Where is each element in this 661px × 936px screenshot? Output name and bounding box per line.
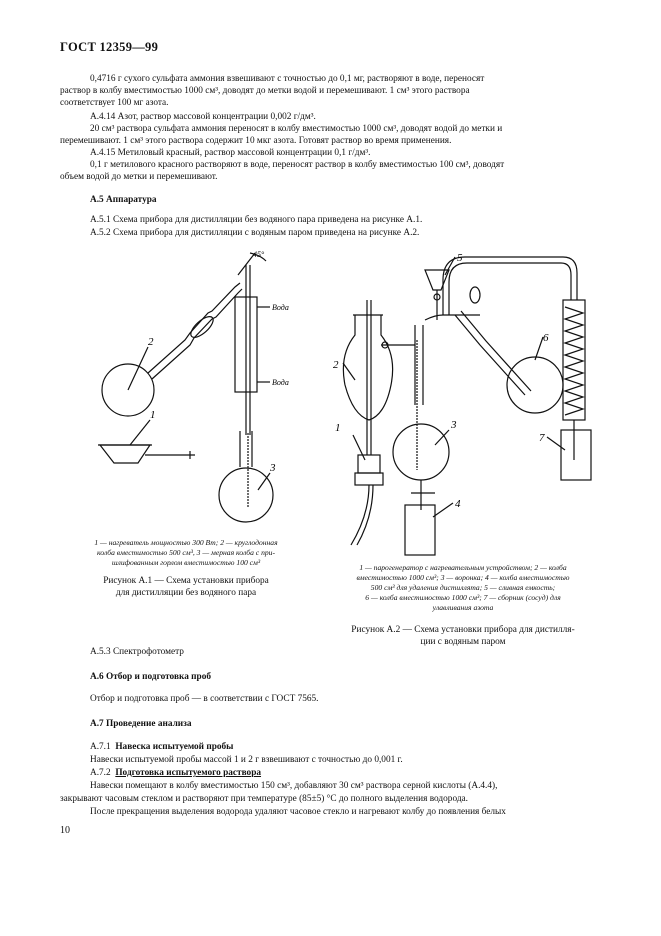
paragraph-line: объем водой до метки и перемешивают. [60,172,218,182]
fig2-label-1: 1 [335,422,341,434]
legend-line: 1 — парогенератор с нагревательным устройством; 2 — колба [359,563,567,572]
fig2-label-6: 6 [543,332,549,344]
fig2-label-4: 4 [455,498,461,510]
paragraph-line: 20 см³ раствора сульфата аммония переносят в колбу вместимостью 1000 см³, доводят водой до метки и [90,124,503,134]
fig2-label-2: 2 [333,359,339,371]
legend-line: 6 — колба вместимостью 1000 см³; 7 — сборник (сосуд) для [365,593,561,602]
legend-line: колба вместимостью 500 см³, 3 — мерная колба с при- [97,548,275,557]
section-heading: А.5 Аппаратура [90,195,157,205]
paragraph-line: А.5.1 Схема прибора для дистилляции без водяного пара приведена на рисунке А.1. [90,215,423,225]
page-header-title: ГОСТ 12359—99 [60,40,159,54]
paragraph-line: перемешивают. 1 см³ этого раствора содержит 10 мкг азота. Готовят раствор во время применения. [60,136,452,146]
legend-line: 1 — нагреватель мощностью 300 Вт; 2 — круглодонная [94,538,278,547]
paragraph-line: соответствует 100 мг азота. [60,98,169,108]
legend-line: улавливания азота [432,603,494,612]
paragraph-line: А.4.15 Метиловый красный, раствор массовой концентрации 0,1 г/дм³. [90,148,371,158]
figure-a2-caption [322,624,604,648]
section-heading: А.6 Отбор и подготовка проб [90,672,212,682]
page-number: 10 [60,825,70,836]
fig1-water-label: Вода [272,378,289,387]
figure-a1-legend [72,538,300,568]
fig1-angle-label: 45° [253,250,265,259]
fig1-label-2: 2 [148,336,154,348]
caption-line: Рисунок А.1 — Схема установки прибора [103,576,269,586]
paragraph-line: А.4.14 Азот, раствор массовой концентрации 0,002 г/дм³. [90,112,316,122]
paragraph-line: раствор в колбу вместимостью 1000 см³, доводят до метки водой и перемешивают. 1 см³ этого раствора [60,86,470,96]
paragraph-line: закрывают часовым стеклом и растворяют при температуре (85±5) °С до полного выделения водорода. [60,794,469,804]
section-heading: А.7 Проведение анализа [90,719,192,729]
subsection-heading [90,767,602,779]
figure-a2-diagram [325,245,615,565]
paragraph-line: Отбор и подготовка проб — в соответствии с ГОСТ 7565. [90,694,319,704]
caption-line: для дистилляции без водяного пара [115,588,257,598]
fig2-label-7: 7 [539,432,545,444]
fig1-label-1: 1 [150,409,156,421]
legend-line: 500 см³ для удаления дистиллята; 5 — сливная емкость; [370,583,556,592]
fig1-label-3: 3 [270,462,276,474]
caption-line: Рисунок А.2 — Схема установки прибора для дистилля- [351,625,575,635]
subsection-title: Навеска испытуемой пробы [115,742,234,752]
subsection-number: А.7.1 [90,742,111,752]
paragraph-line: Навески помещают в колбу вместимостью 150 см³, добавляют 30 см³ раствора серной кислоты (А.4.4), [90,781,498,791]
subsection-number: А.7.2 [90,768,111,778]
caption-line: ции с водяным паром [420,637,506,647]
fig1-water-label: Вода [272,303,289,312]
figure-a2-legend [322,563,604,613]
subsection-heading [90,741,602,753]
subsection-title: Подготовка испытуемого раствора [115,768,262,778]
fig2-label-3: 3 [451,419,457,431]
figure-a1-caption [72,575,300,599]
paragraph-line: А.5.3 Спектрофотометр [90,647,184,657]
legend-line: шлифованным горлом вместимостью 100 см³ [111,558,261,567]
fig2-label-5: 5 [457,252,463,264]
paragraph-line: А.5.2 Схема прибора для дистилляции с водяным паром приведена на рисунке А.2. [90,228,420,238]
paragraph-line: Навески испытуемой пробы массой 1 и 2 г взвешивают с точностью до 0,001 г. [90,755,403,765]
legend-line: вместимостью 1000 см³; 3 — воронка; 4 — колба вместимостью [356,573,570,582]
figure-a1-diagram [90,245,320,545]
paragraph-line: 0,1 г метилового красного растворяют в воде, переносят раствор в колбу вместимостью 100 см³, доводят [90,160,505,170]
paragraph-line: 0,4716 г сухого сульфата аммония взвешивают с точностью до 0,1 мг, растворяют в воде, переносят [90,74,485,84]
paragraph-line: После прекращения выделения водорода удаляют часовое стекло и нагревают колбу до появления белых [90,807,506,817]
